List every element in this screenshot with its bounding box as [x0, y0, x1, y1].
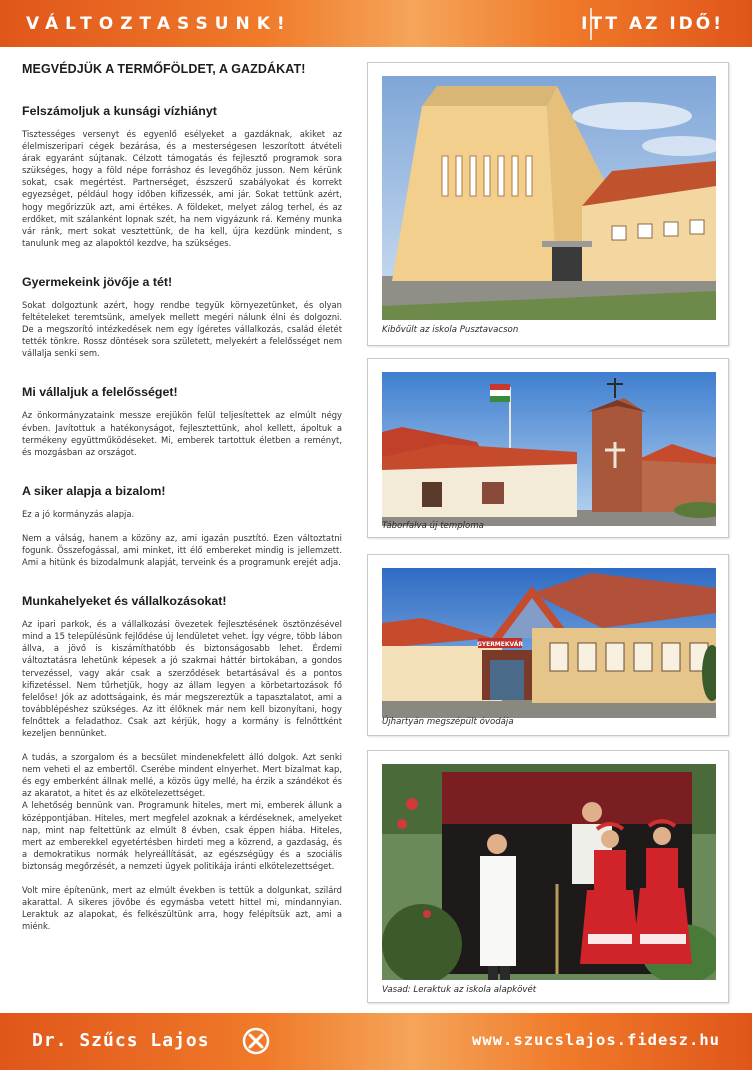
photo-caption: Vasad: Leraktuk az iskola alapkövét: [382, 985, 537, 995]
section-paragraph: Ez a jó kormányzás alapja.: [22, 508, 135, 519]
section-heading: Munkahelyeket és vállalkozásokat!: [22, 594, 227, 609]
photo-frame-school: [367, 62, 729, 346]
ceremony-photo: [382, 764, 716, 980]
footer-name: Dr. Szűcs Lajos: [32, 1030, 210, 1051]
article-title: MEGVÉDJÜK A TERMŐFÖLDET, A GAZDÁKAT!: [22, 62, 306, 76]
fidesz-logo-icon: [242, 1027, 270, 1059]
section-paragraph: Volt mire építenünk, mert az elmúlt években is tettük a dolgunkat, szilárd akarattal. A sikeres jövőbe és egymásba vetett hittel mi, mindannyian. Leraktuk az alapokat, és felkészültünk arra, hogy felépítsük azt, ami a miénk.: [22, 885, 342, 932]
section-paragraph: Sokat dolgoztunk azért, hogy rendbe tegyük környezetünket, és olyan feltételeket teremtsünk, amelyek mellett megéri nálunk élni és dolgozni. De a megszorító intézkedések nem egy ígéretes vállalkozás, család életét tették tönkre. Rossz döntések sora született, melyekért a felelősséget nem vállalja senki sem.: [22, 299, 342, 359]
header-right-slogan: ITT AZ IDŐ!: [581, 14, 724, 34]
school-building-photo: [382, 76, 716, 320]
kindergarten-sign: GYERMEKVÁR: [476, 641, 524, 648]
section-paragraph: Az ipari parkok, és a vállalkozási övezetek fejlesztésének ösztönzésével mind a 15 településünk fejlődése új lendületet vehet. Így végre, több lábon állva, a jövő is kiszámíthatóbb és biztonságosabb lehet. Érdemi változtatásra lehetünk képesek a jó szakmai háttér birtokában, a gondos tervezéssel, vagy akár csak a szerződések betartásával és a pontos kifizetéssel. Nem tűrhetjük, hogy az állam legyen a körbetartozások fő felelőse! Jók az adottságaink, és már megszereztük a tapasztalatot, ami a továbblépéshez szükséges. Az itt élőknek már nem kell bizonyítani, hogy felnőttek a feladathoz. Csak azt kérjük, hogy a kormány is felnőttként kezeljen bennünket.: [22, 619, 342, 738]
section-paragraph: Nem a válság, hanem a közöny az, ami igazán pusztító. Ezen változtatni fogunk. Összefogással, ami minket, itt élő embereket mindig is jellemzett. Ami a hitünk és bizodalmunk alapját, terveink és a programunk erejét adja.: [22, 532, 342, 568]
photo-frame-kindergarten: [367, 554, 729, 736]
photo-frame-ceremony: [367, 750, 729, 1003]
article-column: [22, 62, 342, 932]
section-heading: A siker alapja a bizalom!: [22, 483, 166, 498]
footer-url[interactable]: www.szucslajos.fidesz.hu: [472, 1031, 720, 1049]
section-heading: Felszámoljuk a kunsági vízhiányt: [22, 104, 217, 118]
section-paragraph: Tisztességes versenyt és egyenlő esélyeket a gazdáknak, akiket az élelmiszeripari cégek bezárása, és a mesterségesen leszorított átvételi árak egyaránt sújtanak. Célzott támogatás és fejlesztő programok sora szükséges, hogy a föld népe forráshoz és levegőhöz jusson. Nem kérünk sokat, csak megértést. Partnerséget, észszerű szabályokat és korrekt egyezséget, például hogy időben kifizessék, ami jár. Sokat tettünk azért, hogy megőrizzük azt, ami értékes. A földeket, melyet zálog terhel, és az erdőket, mit szálanként lopnak szét, ha nem vigyázunk rá. Kemény munka vár ránk, mert sokat vesztettünk, de ha kell, újra kezdünk mindent, s tanulunk meg az alapoktól kezdve, ha szükséges.: [22, 129, 342, 248]
photo-caption: Táborfalva új temploma: [382, 521, 484, 531]
section-heading: Gyermekeink jövője a tét!: [22, 274, 173, 289]
church-photo: [382, 372, 716, 526]
footer-bar: [0, 1013, 752, 1070]
section-paragraph: A tudás, a szorgalom és a becsület mindenekfelett álló dolgok. Azt senki nem veheti el az embertől. Cserébe mindent elnyerhet. Mert bizalmat kap, és egy emberként állnak mellé, a közös ügy mellé, ha érzik a szándékot és az akaratot, a hitet és az elkötelezettséget. A lehetőség bennünk van. Programunk hiteles, mert mi, emberek állunk a középpontjában. Hiteles, mert megfelel azoknak a kérdéseknek, amelyeket nap, mint nap feltettünk az elmúlt 8 évben, csak éppen hiába. Hiteles, mert az emberekkel egyetértésben hirdeti meg a közrend, a gazdaság, és a demokratikus normák helyreállítását, az egészségügy és a szociális biztonság megőrzését, a nemzeti ügyek politikája iránti elkötelezettséget.: [22, 752, 342, 871]
header-bar: [0, 0, 752, 47]
header-left-slogan: VÁLTOZTASSUNK!: [26, 14, 292, 34]
section-paragraph: Az önkormányzataink messze erejükön felül teljesítettek az elmúlt négy évben. Javítottuk a hatékonyságot, fejlesztettünk, ahol kellett, ápoltuk a termékeny együttműködéseket. Mi, emberek tartottuk életben a reményt, és mozgásban az országot.: [22, 410, 342, 457]
section-heading: Mi vállaljuk a felelősséget!: [22, 385, 178, 400]
kindergarten-photo: [382, 568, 716, 718]
photo-caption: Kibővült az iskola Pusztavacson: [382, 325, 519, 335]
photo-frame-church: [367, 358, 729, 538]
photo-caption: Újhartyán megszépült óvodája: [382, 717, 514, 727]
